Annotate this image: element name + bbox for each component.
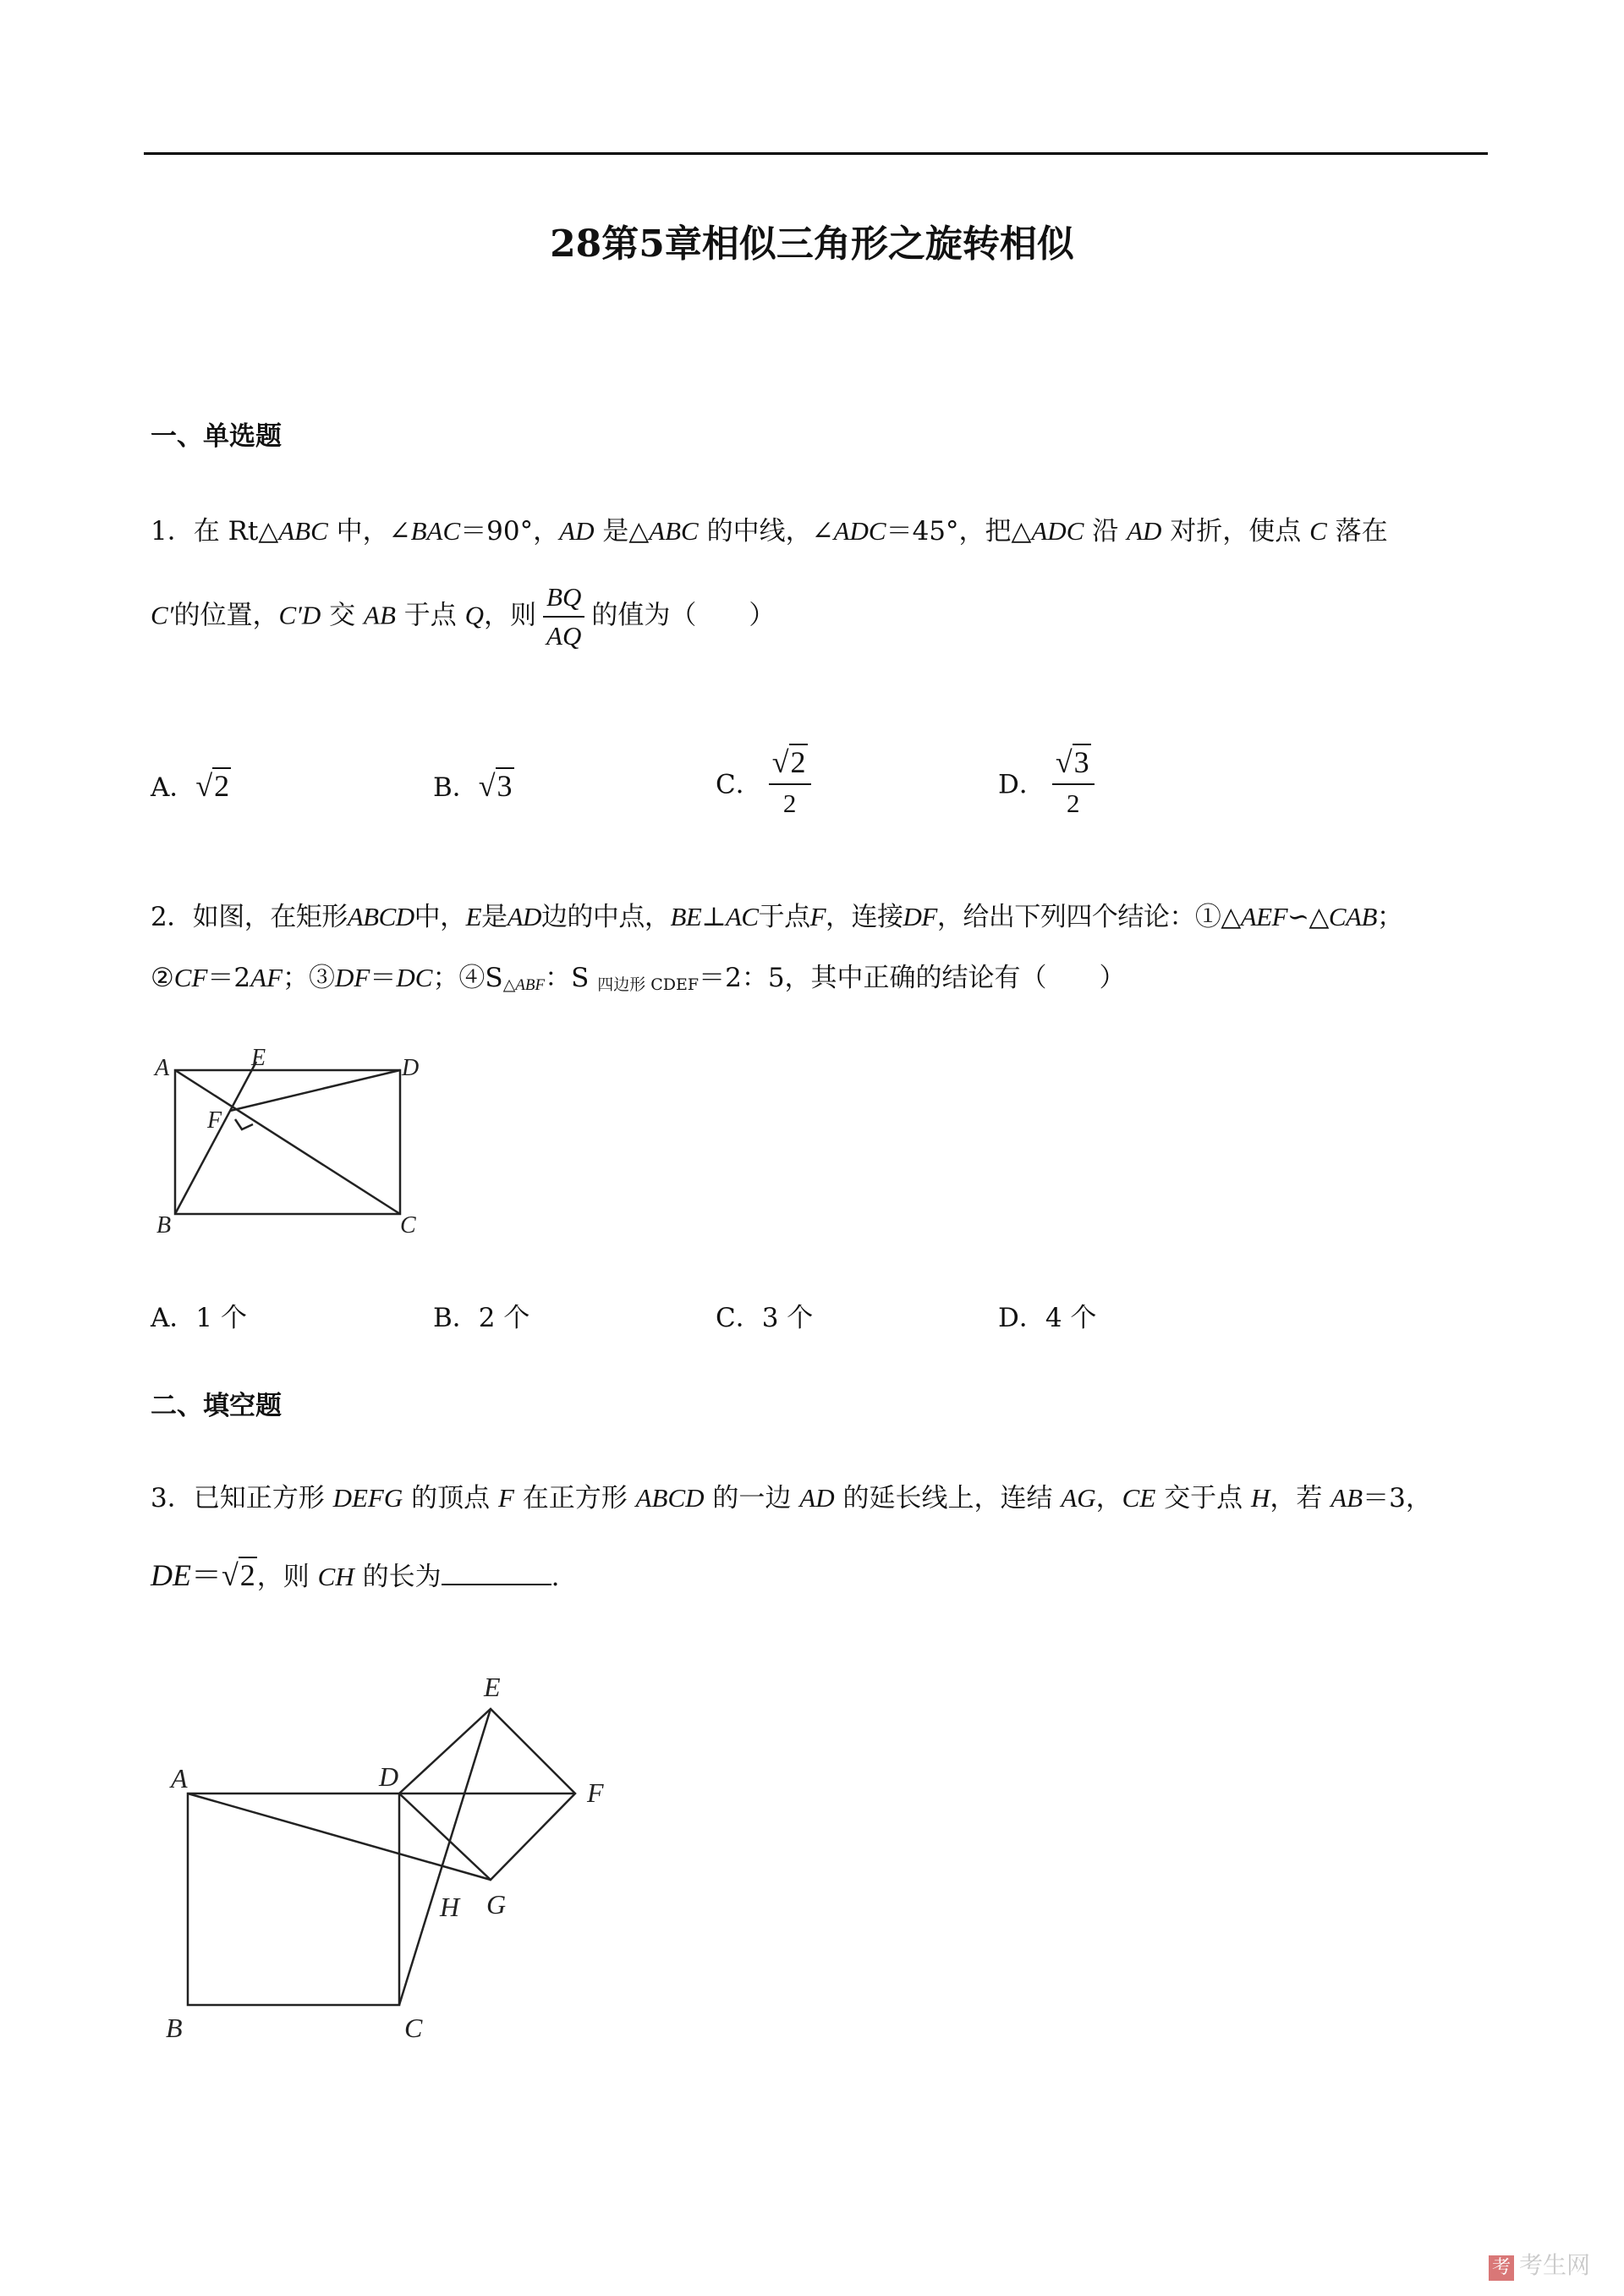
label-d: D: [402, 1055, 420, 1081]
diagonal-ac: [175, 1070, 400, 1214]
q1-fraction: $\frac{BQ}{AQ}$: [543, 582, 584, 651]
label-f: F: [587, 1777, 604, 1808]
square-abcd: [188, 1793, 399, 2005]
q3-line1: 3．已知正方形 DEFG 的顶点 F 在正方形 ABCD 的一边 AD 的延长线上，连结 AG，CE 交于点 H，若 AB＝3，: [151, 1483, 1432, 1513]
label-e: E: [484, 1672, 501, 1702]
q1-option-b[interactable]: B．√3: [433, 769, 513, 803]
q3-line2: DE＝√2，则 CH 的长为 .: [151, 1558, 560, 1592]
watermark-logo-icon: 考: [1489, 2255, 1514, 2281]
label-a: A: [171, 1763, 188, 1793]
q3-figure: [152, 1662, 626, 2043]
right-angle-mark: [235, 1119, 253, 1129]
label-c: C: [400, 1212, 416, 1239]
top-rule: [144, 152, 1488, 155]
q1-option-d[interactable]: D． $\frac{√3}{2}$: [998, 744, 1101, 819]
label-f: F: [207, 1107, 222, 1134]
label-h: H: [440, 1892, 460, 1922]
line-df: [230, 1070, 400, 1111]
label-c: C: [404, 2013, 423, 2043]
section-fill-blank: 二、填空题: [151, 1391, 282, 1421]
answer-blank[interactable]: [442, 1560, 551, 1585]
label-e: E: [251, 1045, 266, 1071]
q1-option-c[interactable]: C． $\frac{√2}{2}$: [716, 744, 818, 819]
q2-option-b[interactable]: B．2 个: [433, 1303, 530, 1333]
page-title: 28第5章相似三角形之旋转相似: [550, 222, 1074, 266]
line-be: [175, 1062, 256, 1214]
q2-option-a[interactable]: A．1 个: [151, 1303, 247, 1333]
q1-line2: C′的位置，C′D 交 AB 于点 Q，则 $\frac{BQ}{AQ}$ 的值为（ ）: [151, 582, 776, 651]
q1-option-a[interactable]: A．√2: [151, 769, 230, 803]
label-a: A: [155, 1055, 170, 1081]
label-b: B: [166, 2013, 183, 2043]
watermark: 考 考生网: [1489, 2247, 1590, 2281]
q1-line1: 1．在 Rt△ABC 中，∠BAC＝90°，AD 是△ABC 的中线，∠ADC＝45°，把△ADC 沿 AD 对折，使点 C 落在: [151, 516, 1388, 547]
section-single-choice: 一、单选题: [151, 421, 282, 452]
label-b: B: [156, 1212, 172, 1239]
q2-option-c[interactable]: C．3 个: [716, 1303, 814, 1333]
q2-line2: ②CF＝2AF；③DF＝DC；$④S_{\triangle ABF}$：S $_{四边形 CDEF}$＝2：5，其中正确的结论有（ ）: [151, 963, 1126, 994]
q2-figure: [148, 1045, 453, 1239]
q2-option-d[interactable]: D．4 个: [998, 1303, 1097, 1333]
label-d: D: [379, 1761, 399, 1792]
label-g: G: [486, 1889, 507, 1920]
q2-line1: 2．如图，在矩形ABCD中，E是AD边的中点，BE⊥AC于点F，连接DF，给出下列四个结论：①△AEF∽△CAB；: [151, 902, 1403, 932]
